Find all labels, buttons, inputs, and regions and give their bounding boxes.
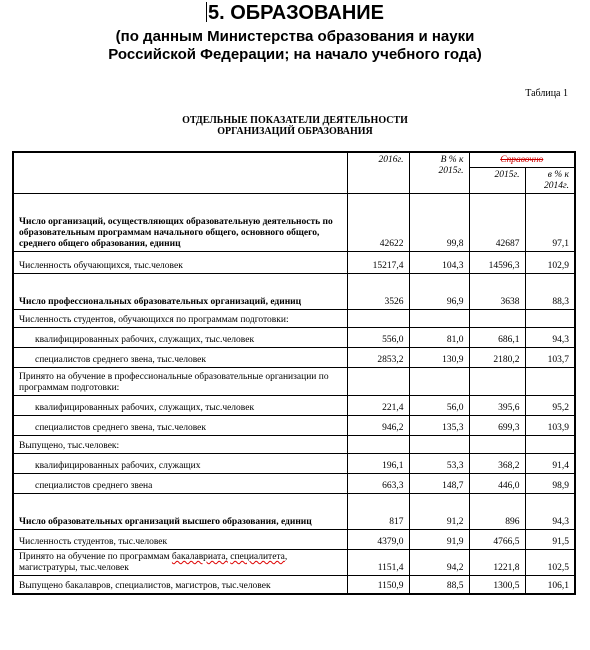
text-cursor	[206, 2, 207, 22]
cell-pct-2014: 95,2	[525, 396, 575, 416]
cell-2015: 14596,3	[469, 252, 525, 274]
spellcheck-underline: специалитета	[230, 552, 285, 562]
table-row	[13, 348, 575, 368]
cell-2016: 15217,4	[347, 252, 409, 274]
cell-2015: 3638	[469, 274, 525, 310]
table-row	[13, 368, 575, 396]
cell-2015: 1300,5	[469, 576, 525, 594]
header-reference: Справочно	[469, 152, 575, 168]
cell-pct-2014: 91,4	[525, 454, 575, 474]
row-label: Число организаций, осуществляющих образовательную деятельность по образовательным программам начального общего, основного общего, среднего общего образования, единиц	[13, 194, 347, 252]
row-label: Выпущено бакалавров, специалистов, магистров, тыс.человек	[13, 576, 347, 594]
cell-pct-2015: 99,8	[409, 194, 469, 252]
cell-2016: 2853,2	[347, 348, 409, 368]
cell-pct-2015: 135,3	[409, 416, 469, 436]
row-label: специалистов среднего звена	[13, 474, 347, 494]
cell-pct-2015: 96,9	[409, 274, 469, 310]
cell-pct-2014: 94,3	[525, 494, 575, 530]
table-row	[13, 328, 575, 348]
cell-2015: 686,1	[469, 328, 525, 348]
table-row	[13, 252, 575, 274]
cell-pct-2015: 81,0	[409, 328, 469, 348]
cell-2015: 896	[469, 494, 525, 530]
cell-pct-2015: 88,5	[409, 576, 469, 594]
cell-2016: 196,1	[347, 454, 409, 474]
row-label: Численность студентов, обучающихся по программам подготовки:	[13, 310, 347, 328]
cell-pct-2015: 94,2	[409, 550, 469, 576]
table-row	[13, 474, 575, 494]
cell-pct-2014: 102,9	[525, 252, 575, 274]
page-subtitle-line1: (по данным Министерства образования и науки	[115, 28, 475, 45]
table-title-line2: ОРГАНИЗАЦИЙ ОБРАЗОВАНИЯ	[217, 126, 373, 137]
row-label: Число профессиональных образовательных организаций, единиц	[13, 274, 347, 310]
cell-pct-2015: 91,9	[409, 530, 469, 550]
page-title: 5. ОБРАЗОВАНИЕ	[207, 2, 385, 24]
table-row	[13, 550, 575, 576]
cell-2015: 1221,8	[469, 550, 525, 576]
row-label: Принято на обучение в профессиональные образовательные организации по программам подготовки:	[13, 368, 347, 396]
cell-pct-2014: 97,1	[525, 194, 575, 252]
table-row	[13, 194, 575, 252]
cell-pct-2014: 94,3	[525, 328, 575, 348]
cell-2016: 663,3	[347, 474, 409, 494]
cell-pct-2014: 88,3	[525, 274, 575, 310]
cell-2015: 395,6	[469, 396, 525, 416]
table-row	[13, 576, 575, 594]
cell-2015: 2180,2	[469, 348, 525, 368]
row-label: Принято на обучение по программам бакалавриата, специалитета, магистратуры, тыс.человек	[13, 550, 347, 576]
cell-pct-2014: 98,9	[525, 474, 575, 494]
table-title-line1: ОТДЕЛЬНЫЕ ПОКАЗАТЕЛИ ДЕЯТЕЛЬНОСТИ	[182, 115, 408, 126]
table-row	[13, 530, 575, 550]
header-2016: 2016г.	[347, 152, 409, 194]
row-label: квалифицированных рабочих, служащих	[13, 454, 347, 474]
cell-2016: 1150,9	[347, 576, 409, 594]
row-label: Число образовательных организаций высшего образования, единиц	[13, 494, 347, 530]
table-row	[13, 494, 575, 530]
cell-2016: 556,0	[347, 328, 409, 348]
table-row	[13, 396, 575, 416]
table-row	[13, 274, 575, 310]
cell-2016: 42622	[347, 194, 409, 252]
cell-2016: 4379,0	[347, 530, 409, 550]
row-label: Выпущено, тыс.человек:	[13, 436, 347, 454]
cell-2016: 221,4	[347, 396, 409, 416]
row-label: специалистов среднего звена, тыс.человек	[13, 348, 347, 368]
cell-pct-2014: 103,7	[525, 348, 575, 368]
cell-pct-2015: 148,7	[409, 474, 469, 494]
row-label: квалифицированных рабочих, служащих, тыс.человек	[13, 328, 347, 348]
spellcheck-underline: бакалавриата,	[171, 552, 228, 562]
cell-2016: 1151,4	[347, 550, 409, 576]
cell-2016: 946,2	[347, 416, 409, 436]
cell-pct-2014: 102,5	[525, 550, 575, 576]
cell-2016: 3526	[347, 274, 409, 310]
table-row	[13, 454, 575, 474]
table-row	[13, 416, 575, 436]
cell-2015: 368,2	[469, 454, 525, 474]
header-pct-2014: в % к 2014г.	[525, 168, 575, 194]
table-number: Таблица 1	[525, 88, 568, 99]
table-row	[13, 436, 575, 454]
cell-pct-2014: 106,1	[525, 576, 575, 594]
row-label: Численность студентов, тыс.человек	[13, 530, 347, 550]
row-label: квалифицированных рабочих, служащих, тыс.человек	[13, 396, 347, 416]
row-label: специалистов среднего звена, тыс.человек	[13, 416, 347, 436]
header-pct-2015: В % к 2015г.	[409, 152, 469, 194]
header-blank-cell	[13, 152, 347, 194]
cell-pct-2015: 56,0	[409, 396, 469, 416]
cell-2015: 4766,5	[469, 530, 525, 550]
cell-2015: 446,0	[469, 474, 525, 494]
cell-2015: 699,3	[469, 416, 525, 436]
cell-2015: 42687	[469, 194, 525, 252]
cell-2016: 817	[347, 494, 409, 530]
row-label: Численность обучающихся, тыс.человек	[13, 252, 347, 274]
table-row	[13, 310, 575, 328]
cell-pct-2015: 130,9	[409, 348, 469, 368]
page-subtitle-line2: Российской Федерации; на начало учебного года)	[108, 46, 482, 63]
cell-pct-2014: 103,9	[525, 416, 575, 436]
header-2015: 2015г.	[469, 168, 525, 194]
cell-pct-2015: 53,3	[409, 454, 469, 474]
education-indicators-table	[12, 151, 576, 595]
cell-pct-2014: 91,5	[525, 530, 575, 550]
cell-pct-2015: 91,2	[409, 494, 469, 530]
cell-pct-2015: 104,3	[409, 252, 469, 274]
